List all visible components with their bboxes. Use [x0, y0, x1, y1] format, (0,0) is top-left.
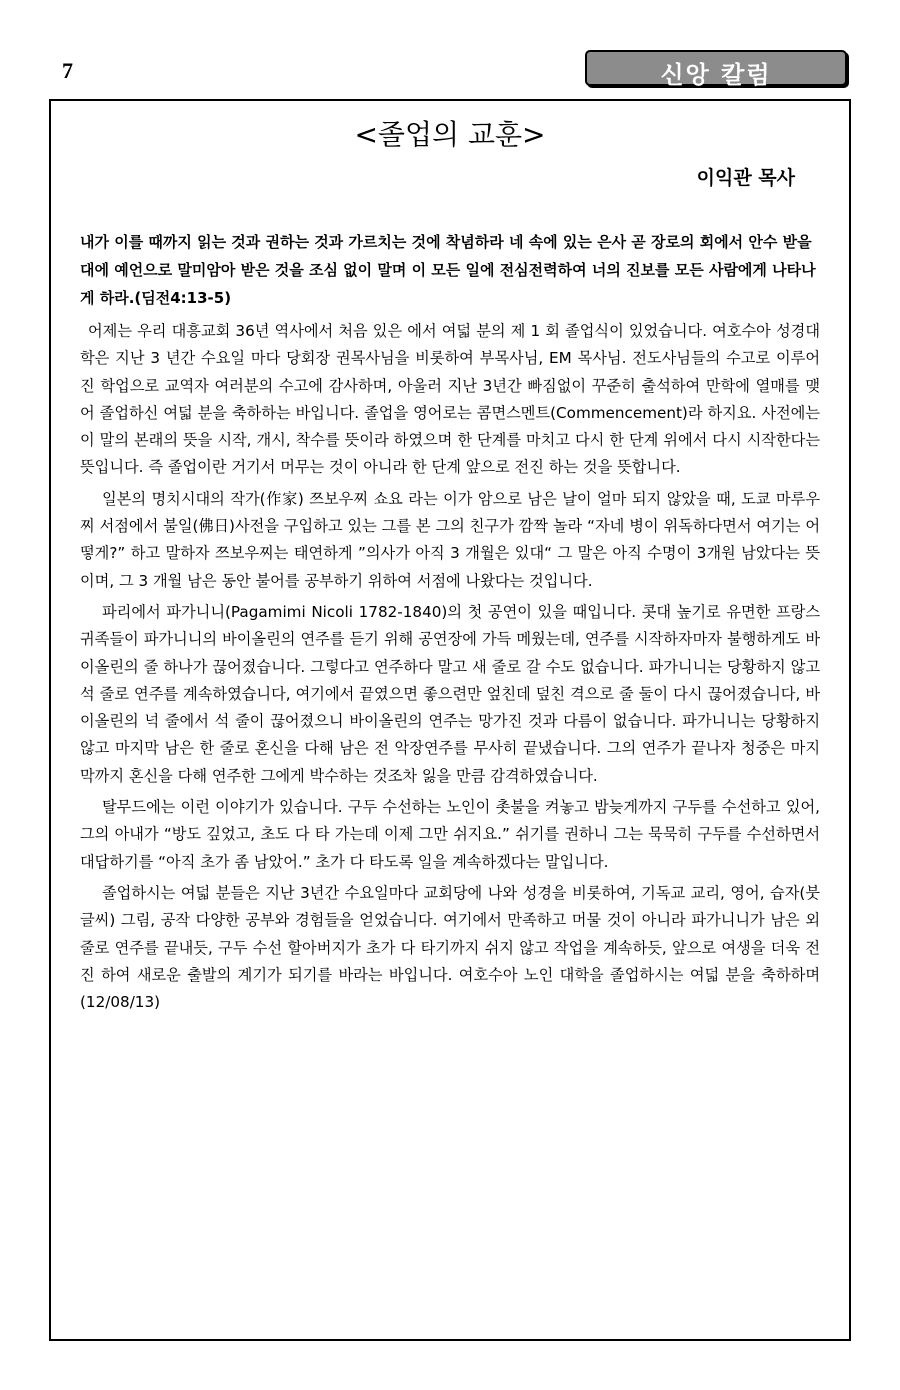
- article-title: <졸업의 교훈>: [354, 118, 546, 151]
- paragraph: 졸업하시는 여덟 분들은 지난 3년간 수요일마다 교회당에 나와 성경을 비롯하여, 기독교 교리, 영어, 습자(붓글씨) 그림, 공작 다양한 공부와 경험들을 얻었습니다. 여기에서 만족하고 머물 것이 아니라 파가니니가 남은 외줄로 연주를 끝내듯, 구두 수선 할아버지가 초가 다 타기까지 쉬지 않고 작업을 계속하듯, 앞으로 여생을 더욱 전진 하여 새로운 출발의 계기가 되기를 바라는 바입니다. 여호수아 노인 대학을 졸업하시는 여덟 분을 축하하며 (12/08/13): [80, 883, 820, 1012]
- article-body: [80, 318, 820, 1020]
- article-author: 이익관 목사: [696, 167, 795, 189]
- scripture-quote: 내가 이를 때까지 읽는 것과 권하는 것과 가르치는 것에 착념하라 네 속에 있는 은사 곧 장로의 회에서 안수 받을 대에 예언으로 말미암아 받은 것을 조심 없이 말며 이 모든 일에 전심전력하여 너의 진보를 모든 사람에게 나타나게 하라.(딤전4:13-5): [80, 233, 816, 307]
- column-label-tab: [585, 50, 847, 89]
- paragraph: 탈무드에는 이런 이야기가 있습니다. 구두 수선하는 노인이 촛불을 켜놓고 밤늦게까지 구두를 수선하고 있어, 그의 아내가 “방도 깊었고, 초도 다 타 가는데 이제 그만 쉬지요.” 쉬기를 권하니 그는 묵묵히 구두를 수선하면서 대답하기를 “아직 초가 좀 남았어.” 초가 다 타도록 일을 계속하겠다는 말입니다.: [80, 798, 820, 871]
- page-number: 7: [62, 58, 73, 83]
- paragraph: 일본의 명치시대의 작가(作家) 쯔보우찌 쇼요 라는 이가 암으로 남은 날이 얼마 되지 않았을 때, 도쿄 마루우찌 서점에서 불일(佛日)사전을 구입하고 있는 그를 본 그의 친구가 깜짝 놀라 “자네 병이 위독하다면서 여기는 어떻게?” 하고 말하자 쯔보우찌는 태연하게 ”의사가 아직 3 개월은 있대“ 그 말은 아직 수명이 3개원 남았다는 뜻이며, 그 3 개월 남은 동안 불어를 공부하기 위하여 서점에 나왔다는 것입니다.: [80, 489, 820, 590]
- column-label: 신앙 칼럼: [660, 60, 772, 89]
- paragraph: 어제는 우리 대흥교회 36년 역사에서 처음 있은 에서 여덟 분의 제 1 회 졸업식이 있었습니다. 여호수아 성경대학은 지난 3 년간 수요일 마다 당회장 권목사님을 비롯하여 부목사님, EM 목사님. 전도사님들의 수고로 이루어진 학업으로 교역자 여러분의 수고에 감사하며, 아울러 지난 3년간 빠짐없이 꾸준히 출석하여 만학에 열매를 맺어 졸업하신 여덟 분을 축하하는 바입니다. 졸업을 영어로는 콤면스멘트(Commencement)라 하지요. 사전에는 이 말의 본래의 뜻을 시작, 개시, 착수를 뜻이라 하였으며 한 단계를 마치고 다시 한 단계 위에서 다시 시작한다는 뜻입니다. 즉 졸업이란 거기서 머무는 것이 아니라 한 단계 앞으로 전진 하는 것을 뜻합니다.: [80, 322, 820, 477]
- paragraph: 파리에서 파가니니(Pagamimi Nicoli 1782-1840)의 첫 공연이 있을 때입니다. 콧대 높기로 유면한 프랑스 귀족들이 파가니니의 바이올린의 연주를 듣기 위해 공연장에 가득 메웠는데, 연주를 시작하자마자 불행하게도 바이올린의 줄 하나가 끊어졌습니다. 그렇다고 연주하다 말고 새 줄로 갈 수도 없습니다. 파가니니는 당황하지 않고 석 줄로 연주를 계속하였습니다, 여기에서 끝였으면 좋으련만 엎친데 덮친 격으로 줄 둘이 다시 끊어졌습니다, 바이올린의 넉 줄에서 석 줄이 끊어졌으니 바이올린의 연주는 망가진 것과 다름이 없습니다. 파가니니는 당황하지 않고 마지막 남은 한 줄로 혼신을 다해 남은 전 악장연주를 무사히 끝냈습니다. 그의 연주가 끝나자 청중은 마지막까지 혼신을 다해 연주한 그에게 박수하는 것조차 잃을 만큼 감격하였습니다.: [80, 602, 820, 785]
